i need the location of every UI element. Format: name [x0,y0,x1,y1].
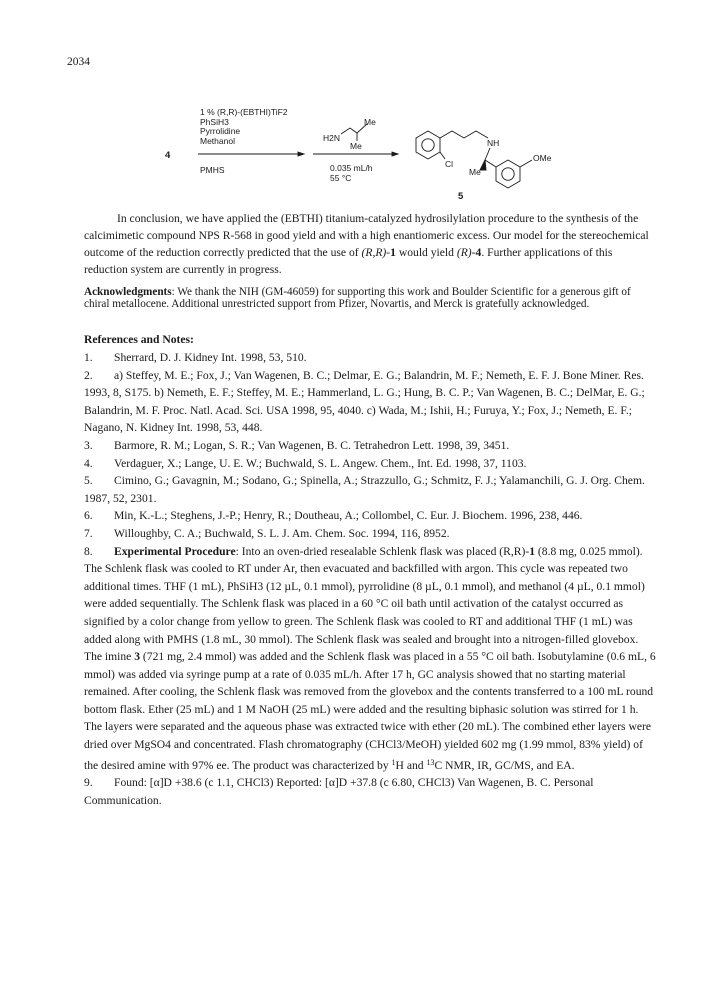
reference-item: 2. a) Steffey, M. E.; Fox, J.; Van Wagenen, B. C.; Delmar, E. G.; Balandrin, M. F.; Nemeth, E. F. J. Bone Miner. Res. 1993, 8, S175. b) Nemeth, E. F.; Steffey, M. E.; Hammerland, L. G.; Hung, B. C. P.; Van Wagenen, B. C.; DelMar, E. G.; Balandrin, M. F. Proc. Natl. Acad. Sci. USA 1998, 95, 4040. c) Wada, M.; Ishii, H.; Furuya, Y.; Fox, J.; Nemeth, E. F.; Nagano, N. Kidney Int. 1998, 53, 448. [84,368,645,435]
reagent-catalyst: 1 % (R,R)-(EBTHI)TiF2 [200,107,288,117]
reference-item: 1. Sherrard, D. J. Kidney Int. 1998, 53, 510. [84,351,307,364]
reference-item: 5. Cimino, G.; Gavagnin, M.; Sodano, G.; Spinella, A.; Strazzullo, G.; Schmitz, F. J.; Yalamanchili, G. J. Org. Chem. 1987, 52, 2301. [84,474,645,505]
compound-4: 4 [475,246,482,259]
compound-3: 3 [134,650,141,664]
conclusion-text-2: would yield [395,246,457,259]
compound-1: 1 [529,544,536,558]
reaction-scheme [150,108,600,210]
product-number: 5 [458,191,464,202]
amine-h2n: H2N [323,133,341,143]
dash: - [471,246,476,259]
conclusion-text-1: In conclusion, we have applied the (EBTHI) titanium-catalyzed hydrosilylation procedure to the synthesis of the calcimimetic compound NPS R-568 in good yield and with a high enantiomeric excess. Our model for the stereochemical outcome of the reduction correctly predicted that the use of [84,212,649,259]
compound-1: 1 [390,246,396,259]
reagent-methanol: Methanol [200,135,235,146]
chlorophenyl-ring [416,131,440,159]
rr-italic: (R,R) [361,246,387,259]
references-list [84,349,656,809]
amine-me-bottom: Me [350,141,362,151]
product-nh: NH [487,138,500,148]
product-me: Me [469,167,481,177]
amine-me-top: Me [364,117,376,127]
dash: - [386,246,391,259]
reference-item: 9. Found: [α]D +38.6 (c 1.1, CHCl3) Reported: [α]D +37.8 (c 6.80, CHCl3) Van Wagenen, B. C. Personal Communication. [84,776,594,807]
condition-rate: 0.035 mL/h [330,163,373,173]
condition-temp: 55 °C [330,173,352,183]
reference-item-experimental: 8. Experimental Procedure: Into an oven-dried resealable Schlenk flask was placed (R,R)-1 (8.8 mg, 0.025 mmol). The Schlenk flask was cooled to RT under Ar, then evacuated and backfilled with argon. This cycle was repeated two additional times. THF (1 mL), PhSiH3 (12 µL, 0.1 mmol), pyrrolidine (8 µL, 0.1 mmol), and methanol (4 µL, 0.1 mmol) were added sequentially. The Schlenk flask was placed in a 60 °C oil bath until activation of the catalyst occurred as signified by a color change from yellow to green. The Schlenk flask was cooled to RT and additional THF (1 mL) was added along with PMHS (1.8 mL, 30 mmol). The Schlenk flask was sealed and brought into a nitrogen-filled glovebox. The imine 3 (721 mg, 2.4 mmol) was added and the Schlenk flask was placed in a 55 °C oil bath. Isobutylamine (0.6 mL, 6 mmol) was added via syringe pump at a rate of 0.035 mL/h. After 17 h, GC analysis showed that no starting material remained. After cooling, the Schlenk flask was removed from the glovebox and the contents transferred to a 100 mL round bottom flask. Ether (25 mL) and 1 M NaOH (25 mL) were added and the resulting biphasic solution was stirred for 1 h. The layers were separated and the aqueous phase was extracted twice with ether (20 mL). The combined ether layers were dried over MgSO4 and concentrated. Flash chromatography (CHCl3/MeOH) yielded 602 mg (1.99 mmol, 83% yield) of the desired amine with 97% ee. The product was characterized by $^1$H and $^{13}$C NMR, IR, GC/MS, and EA. [84,544,656,772]
reagent-pmhs: PMHS [200,165,225,175]
conclusion-text-3: . Further applications of this reduction system are currently in progress. [84,246,613,276]
product-ome: OMe [533,153,552,163]
acknowledgments-label: Acknowledgments [84,286,172,298]
reagent-pyrrolidine: Pyrrolidine [200,126,241,136]
page-number: 2034 [67,56,90,68]
conclusion-paragraph [84,210,656,278]
experimental-label: Experimental Procedure [114,544,236,558]
reactant-number: 4 [165,150,171,161]
references-heading: References and Notes: [84,333,194,346]
acknowledgments [84,286,656,311]
reference-item: 3. Barmore, R. M.; Logan, S. R.; Van Wagenen, B. C. Tetrahedron Lett. 1998, 39, 3451. [84,438,510,452]
acknowledgments-text: : We thank the NIH (GM-46059) for supporting this work and Boulder Scientific for a generous gift of chiral metallocene. Additional unrestricted support from Pfizer, Novartis, and Merck is gratefully acknowledged. [84,286,631,311]
r-italic: (R) [456,246,472,259]
reference-item: 7. Willoughby, C. A.; Buchwald, S. L. J. Am. Chem. Soc. 1994, 116, 8952. [84,526,450,540]
product-cl: Cl [445,159,454,169]
reference-item: 6. Min, K.-L.; Steghens, J.-P.; Henry, R.; Doutheau, A.; Collombel, C. Eur. J. Biochem. 1996, 238, 446. [84,509,583,523]
reference-item: 4. Verdaguer, X.; Lange, U. E. W.; Buchwald, S. L. Angew. Chem., Int. Ed. 1998, 37, 1103. [84,456,527,470]
methoxyphenyl-ring [496,160,520,188]
reagent-phsih3: PhSiH3 [200,116,229,127]
